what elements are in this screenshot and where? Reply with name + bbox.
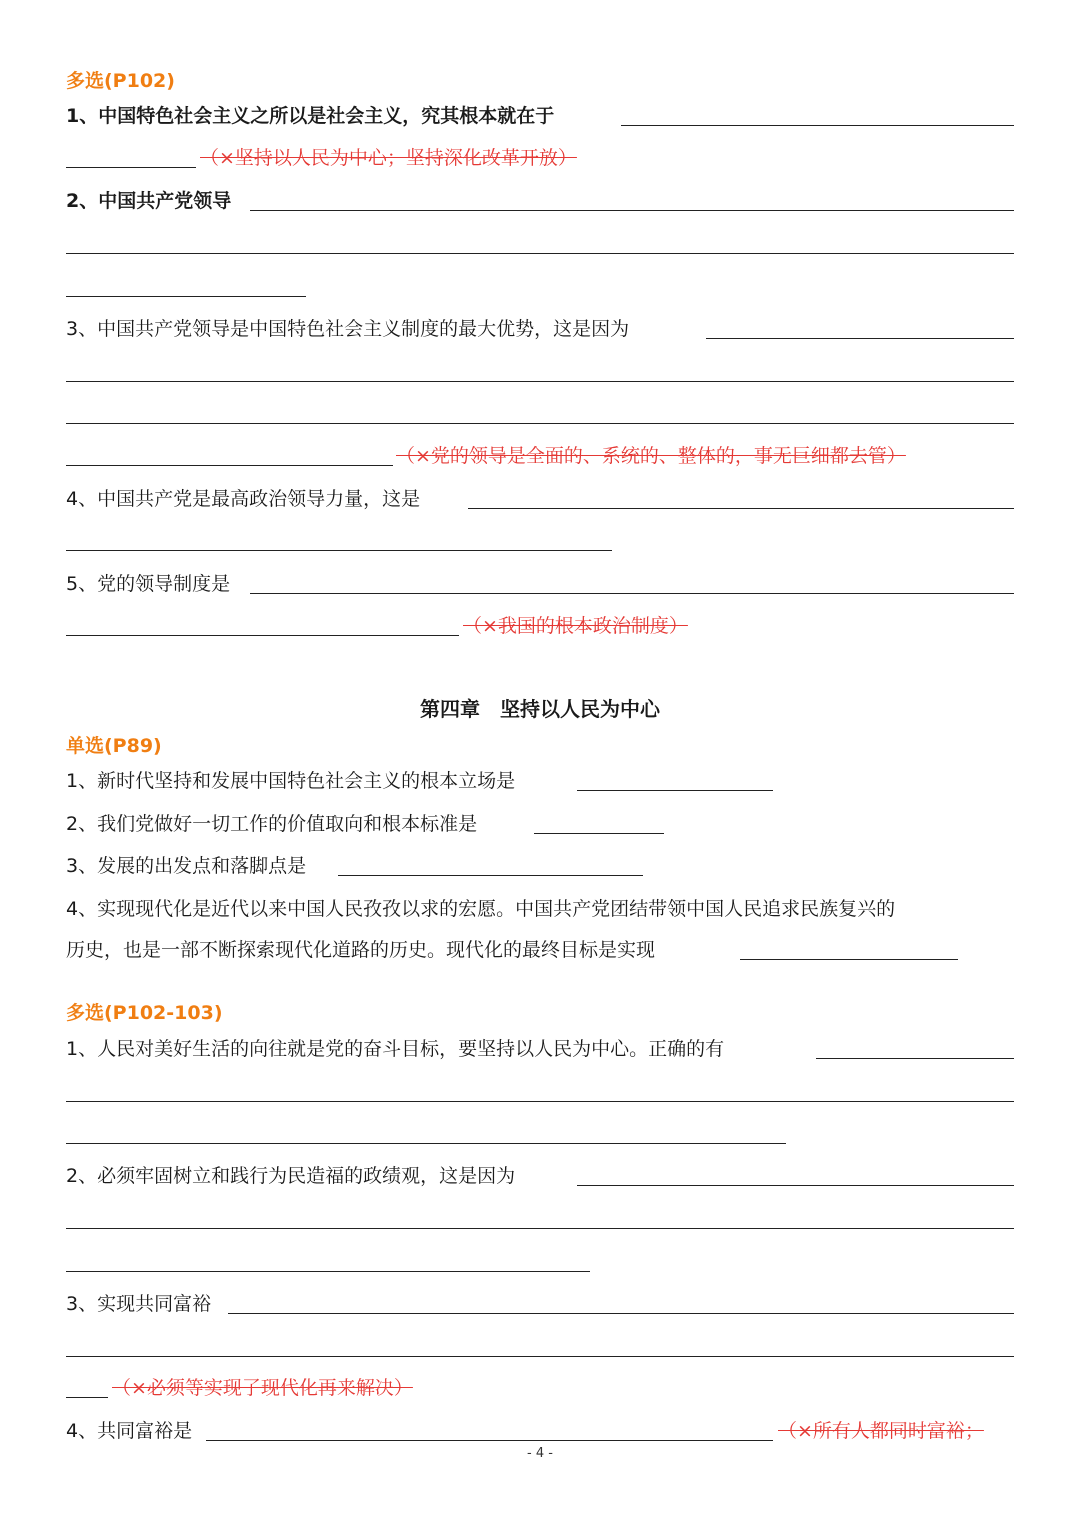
question-text: 3、发展的出发点和落脚点是 [66, 855, 307, 877]
answer-blank[interactable] [577, 1185, 1014, 1186]
section-heading-multi-p102-103: 多选(P102-103) [66, 1002, 223, 1024]
answer-blank[interactable] [66, 381, 1014, 382]
answer-blank[interactable] [577, 790, 773, 791]
question-text: 1、新时代坚持和发展中国特色社会主义的根本立场是 [66, 770, 516, 792]
answer-blank[interactable] [66, 1356, 1014, 1357]
question-text: 4、实现现代化是近代以来中国人民孜孜以求的宏愿。中国共产党团结带领中国人民追求民族复兴的 [66, 898, 896, 920]
answer-blank[interactable] [468, 508, 1014, 509]
answer-blank[interactable] [66, 1271, 590, 1272]
question-multi1-q2 [66, 183, 1014, 219]
question-multi2-q4 [66, 1413, 1014, 1449]
wrong-answer-note: （×党的领导是全面的、系统的、整体的，事无巨细都去管） [396, 445, 906, 467]
answer-blank[interactable] [206, 1440, 773, 1441]
answer-blank[interactable] [250, 593, 1014, 594]
answer-blank[interactable] [66, 296, 306, 297]
question-single-q4-cont [66, 932, 1014, 968]
chapter-title: 第四章 坚持以人民为中心 [420, 697, 660, 721]
answer-blank[interactable] [706, 338, 1014, 339]
wrong-answer-note: （×我国的根本政治制度） [463, 615, 688, 637]
answer-blank[interactable] [66, 167, 196, 168]
answer-blank[interactable] [66, 1101, 1014, 1102]
question-text: 2、必须牢固树立和践行为民造福的政绩观，这是因为 [66, 1165, 516, 1187]
question-multi1-q1-cont [66, 140, 1014, 176]
section-heading-multi-p102: 多选(P102) [66, 70, 175, 92]
answer-blank[interactable] [228, 1313, 1014, 1314]
wrong-answer-note: （×必须等实现了现代化再来解决） [112, 1377, 413, 1399]
question-text: 4、共同富裕是 [66, 1420, 193, 1442]
question-text: 1、人民对美好生活的向往就是党的奋斗目标，要坚持以人民为中心。正确的有 [66, 1038, 725, 1060]
question-text: 2、中国共产党领导 [66, 190, 232, 212]
answer-blank[interactable] [338, 875, 643, 876]
answer-blank[interactable] [534, 833, 664, 834]
answer-blank[interactable] [66, 635, 459, 636]
wrong-answer-note: （×坚持以人民为中心；坚持深化改革开放） [200, 147, 577, 169]
question-text: 1、中国特色社会主义之所以是社会主义，究其根本就在于 [66, 105, 555, 127]
question-text: 5、党的领导制度是 [66, 573, 231, 595]
question-multi1-q4 [66, 481, 1014, 517]
answer-blank[interactable] [816, 1058, 1014, 1059]
question-multi1-q5-cont [66, 608, 1014, 644]
question-single-q2 [66, 806, 1014, 842]
question-text: 历史，也是一部不断探索现代化道路的历史。现代化的最终目标是实现 [66, 939, 656, 961]
page-number: - 4 - [527, 1446, 553, 1461]
question-multi1-q1 [66, 98, 1014, 134]
answer-blank[interactable] [66, 465, 393, 466]
answer-blank[interactable] [740, 959, 958, 960]
question-multi1-q3 [66, 311, 1014, 347]
question-single-q3 [66, 848, 1014, 884]
question-multi1-q5 [66, 566, 1014, 602]
question-single-q1 [66, 763, 1014, 799]
answer-blank[interactable] [66, 253, 1014, 254]
question-text: 4、中国共产党是最高政治领导力量，这是 [66, 488, 421, 510]
question-text: 3、实现共同富裕 [66, 1293, 212, 1315]
answer-blank[interactable] [250, 210, 1014, 211]
question-multi2-q1 [66, 1031, 1014, 1067]
answer-blank[interactable] [66, 1397, 108, 1398]
wrong-answer-note: （×所有人都同时富裕； [778, 1420, 984, 1442]
question-multi2-q3-cont [66, 1370, 1014, 1406]
answer-blank[interactable] [66, 550, 612, 551]
question-multi1-q3-cont [66, 438, 1014, 474]
question-single-q4 [66, 891, 1014, 927]
answer-blank[interactable] [621, 125, 1014, 126]
answer-blank[interactable] [66, 1143, 786, 1144]
question-multi2-q3 [66, 1286, 1014, 1322]
answer-blank[interactable] [66, 1228, 1014, 1229]
question-text: 3、中国共产党领导是中国特色社会主义制度的最大优势，这是因为 [66, 318, 630, 340]
question-text: 2、我们党做好一切工作的价值取向和根本标准是 [66, 813, 478, 835]
answer-blank[interactable] [66, 423, 1014, 424]
question-multi2-q2 [66, 1158, 1014, 1194]
section-heading-single-p89: 单选(P89) [66, 735, 162, 757]
